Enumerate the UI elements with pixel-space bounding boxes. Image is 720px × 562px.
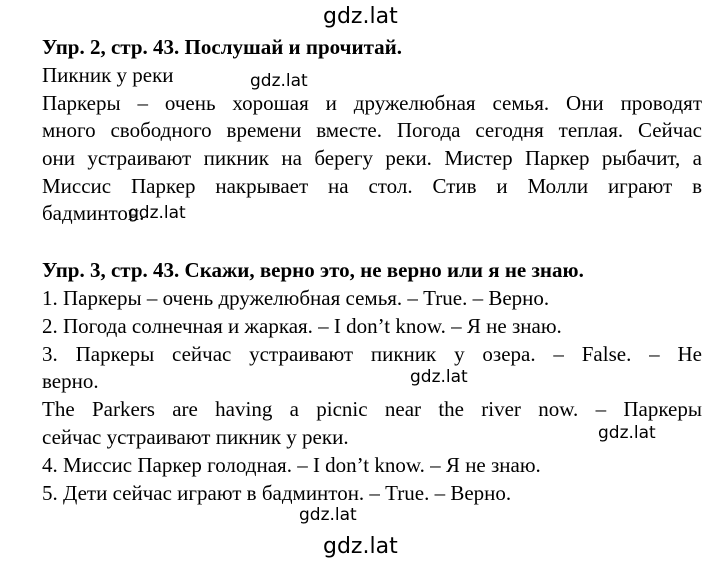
exercise-2-heading: Упр. 2, стр. 43. Послушай и прочитай. [42,35,403,59]
watermark: gdz.lat [128,203,186,223]
watermark: gdz.lat [299,505,357,525]
watermark-top: gdz.lat [323,4,398,29]
exercise-3-line: 4. Миссис Паркер голодная. – I don’t know. – Я не знаю. [42,453,541,477]
exercise-3-heading: Упр. 3, стр. 43. Скажи, верно это, не верно или я не знаю. [42,258,584,282]
exercise-2-line: много свободного времени вместе. Погода сегодня теплая. Сейчас [42,118,702,142]
exercise-3-line: 5. Дети сейчас играют в бадминтон. – True. – Верно. [42,481,512,505]
exercise-3-line: 1. Паркеры – очень дружелюбная семья. – True. – Верно. [42,286,550,310]
exercise-3-line: The Parkers are having a picnic near the river now. – Паркеры [42,397,702,421]
exercise-3-line: 2. Погода солнечная и жаркая. – I don’t know. – Я не знаю. [42,314,562,338]
watermark: gdz.lat [410,367,468,387]
watermark: gdz.lat [250,71,308,91]
exercise-2-line: Паркеры – очень хорошая и дружелюбная семья. Они проводят [42,91,702,115]
exercise-2-line: они устраивают пикник на берегу реки. Мистер Паркер рыбачит, а [42,146,702,170]
exercise-3-line: верно. [42,369,99,393]
watermark-bottom: gdz.lat [323,534,398,559]
exercise-3-line: сейчас устраивают пикник у реки. [42,425,349,449]
exercise-3-line: 3. Паркеры сейчас устраивают пикник у озера. – False. – Не [42,342,702,366]
watermark: gdz.lat [598,423,656,443]
exercise-2-line: Миссис Паркер накрывает на стол. Стив и Молли играют в [42,174,702,198]
exercise-2-line: бадминтон. [42,201,145,225]
exercise-2-subtitle: Пикник у реки [42,63,174,87]
